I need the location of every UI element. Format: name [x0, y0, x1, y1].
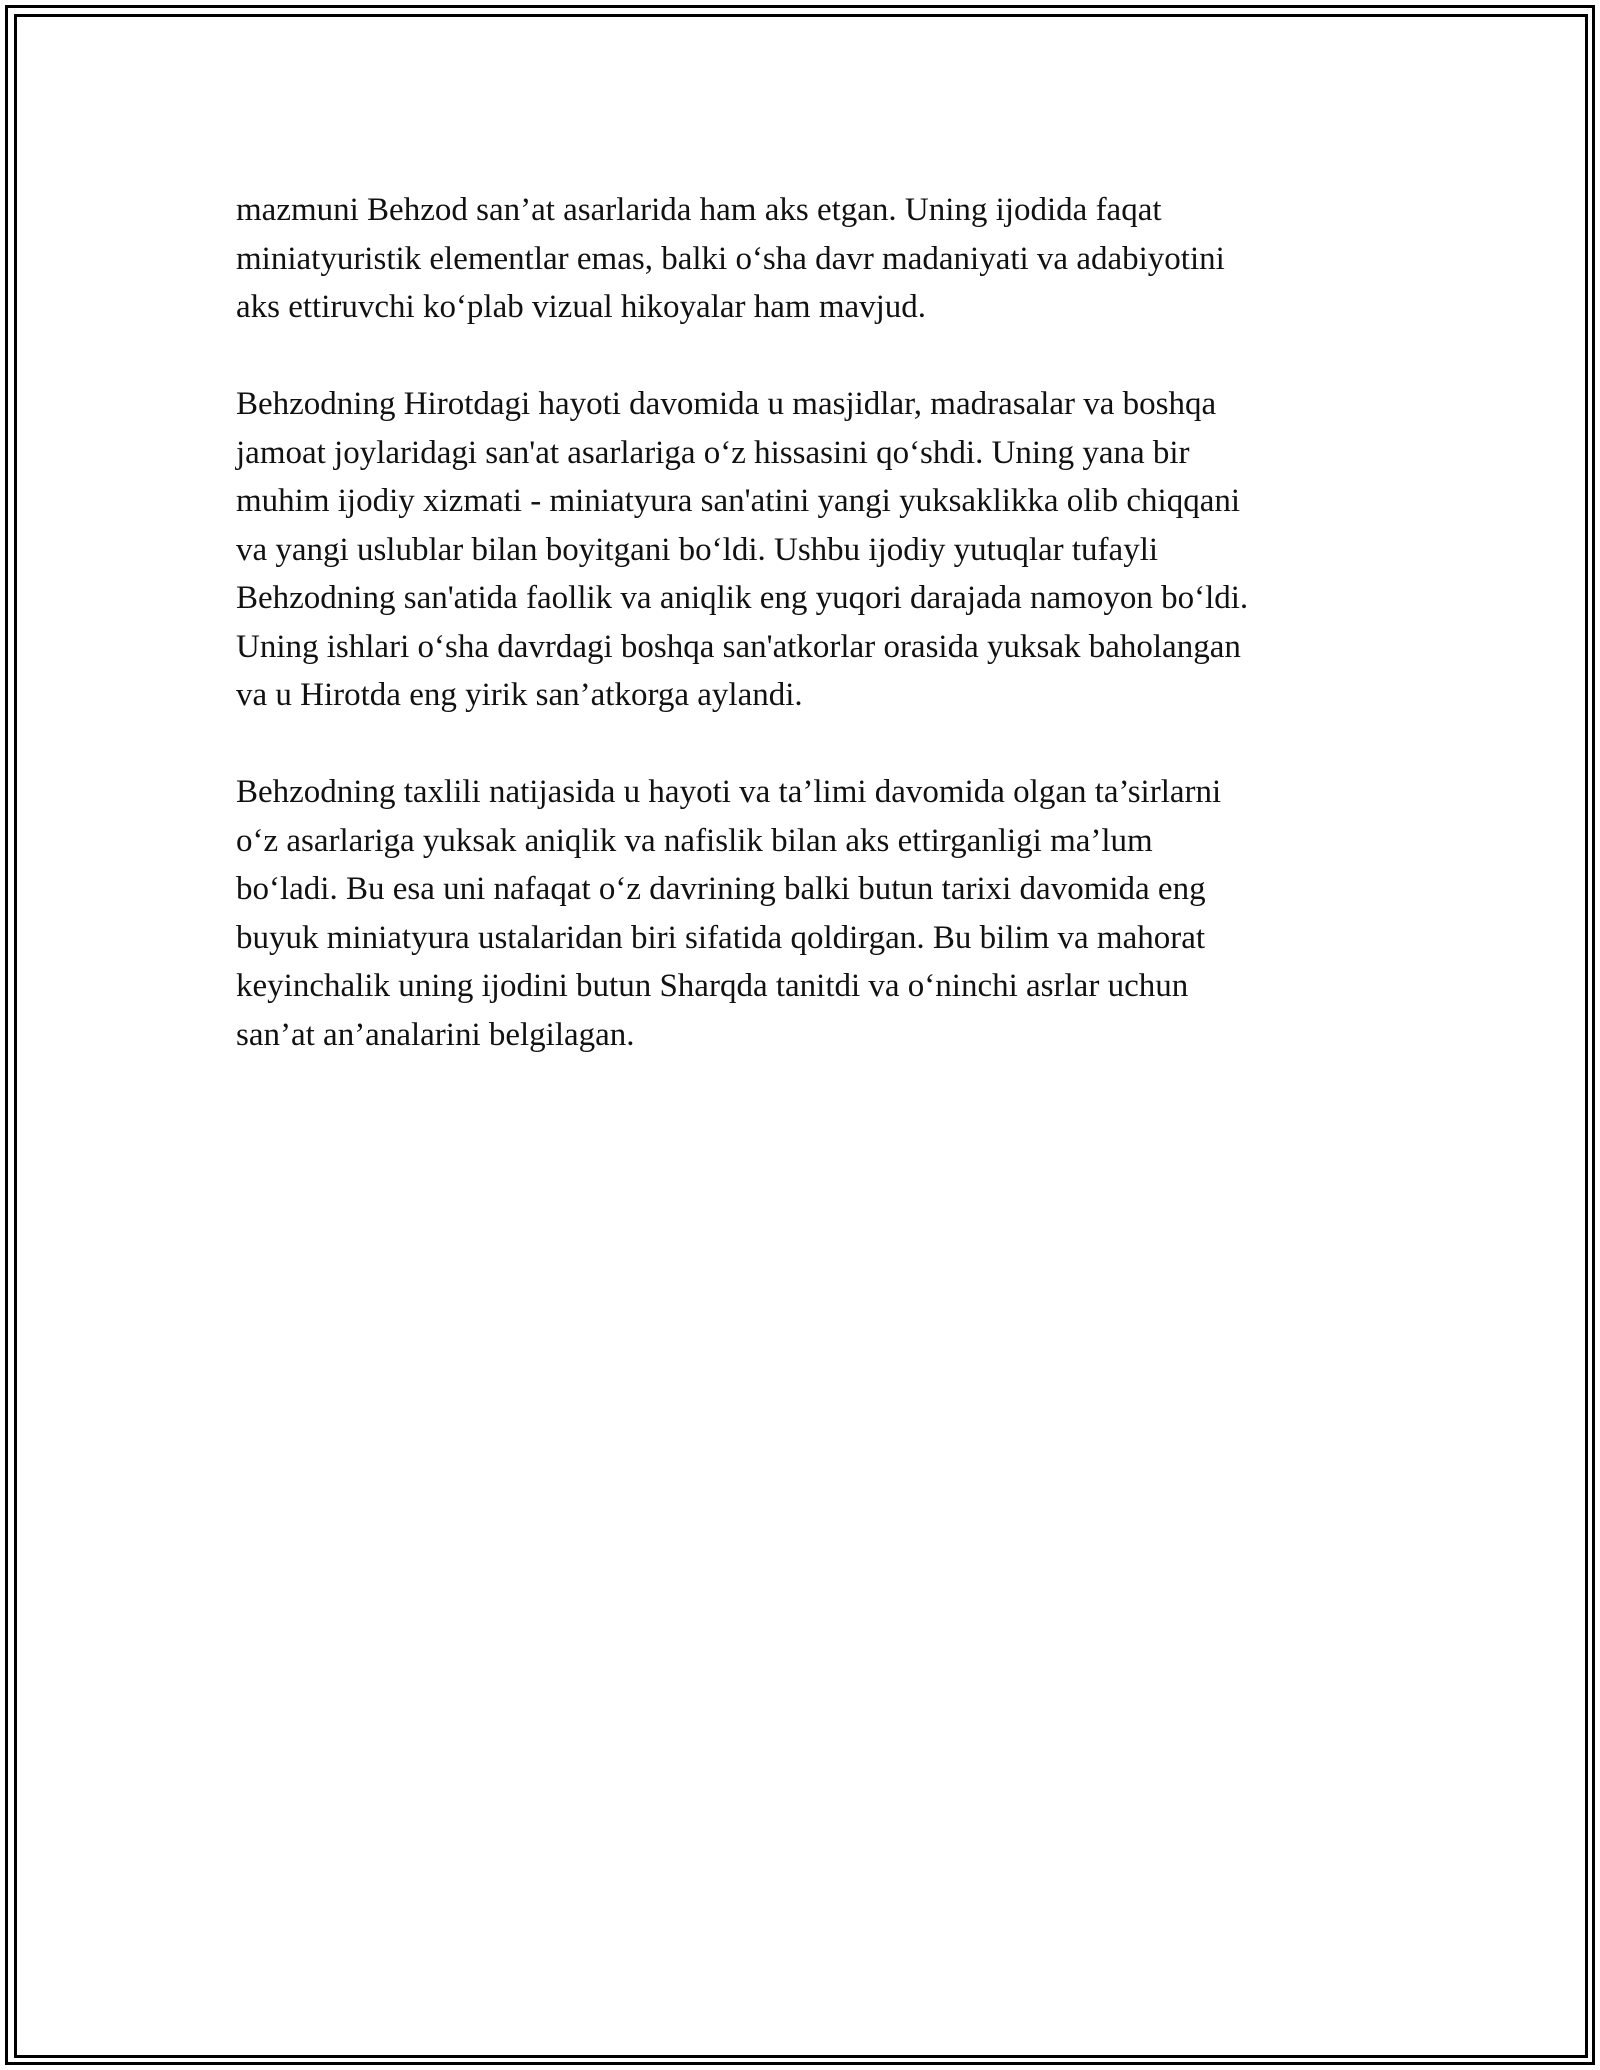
paragraph-2 — [236, 380, 1376, 720]
text-line: mazmuni Behzod san’at asarlarida ham aks etgan. Uning ijodida faqat — [236, 192, 1162, 228]
text-line: muhim ijodiy xizmati - miniatyura san'atini yangi yuksaklikka olib chiqqani — [236, 483, 1241, 519]
document-body — [236, 186, 1376, 1108]
text-line: Behzodning san'atida faollik va aniqlik eng yuqori darajada namoyon bo‘ldi. — [236, 580, 1249, 616]
text-line: o‘z asarlariga yuksak aniqlik va nafislik bilan aks ettirganligi ma’lum — [236, 822, 1153, 859]
paragraph-3 — [236, 768, 1376, 1059]
text-line: Uning ishlari o‘sha davrdagi boshqa san'atkorlar orasida yuksak baholangan — [236, 628, 1241, 665]
text-line: aks ettiruvchi ko‘plab vizual hikoyalar ham mavjud. — [236, 289, 927, 325]
text-line: buyuk miniatyura ustalaridan biri sifatida qoldirgan. Bu bilim va mahorat — [236, 919, 1206, 956]
paragraph-1 — [236, 186, 1376, 332]
text-line: bo‘ladi. Bu esa uni nafaqat o‘z davrining balki butun tarixi davomida eng — [236, 871, 1206, 907]
text-line: Behzodning taxlili natijasida u hayoti va ta’limi davomida olgan ta’sirlarni — [236, 774, 1222, 810]
text-line: miniatyuristik elementlar emas, balki o‘sha davr madaniyati va adabiyotini — [236, 240, 1225, 277]
text-line: va u Hirotda eng yirik san’atkorga aylandi. — [236, 677, 803, 713]
text-line: keyinchalik uning ijodini butun Sharqda tanitdi va o‘ninchi asrlar uchun — [236, 968, 1189, 1004]
text-line: san’at an’analarini belgilagan. — [236, 1016, 635, 1053]
text-line: jamoat joylaridagi san'at asarlariga o‘z hissasini qo‘shdi. Uning yana bir — [236, 434, 1190, 471]
text-line: Behzodning Hirotdagi hayoti davomida u masjidlar, madrasalar va boshqa — [236, 386, 1217, 422]
text-line: va yangi uslublar bilan boyitgani bo‘ldi. Ushbu ijodiy yutuqlar tufayli — [236, 531, 1159, 568]
